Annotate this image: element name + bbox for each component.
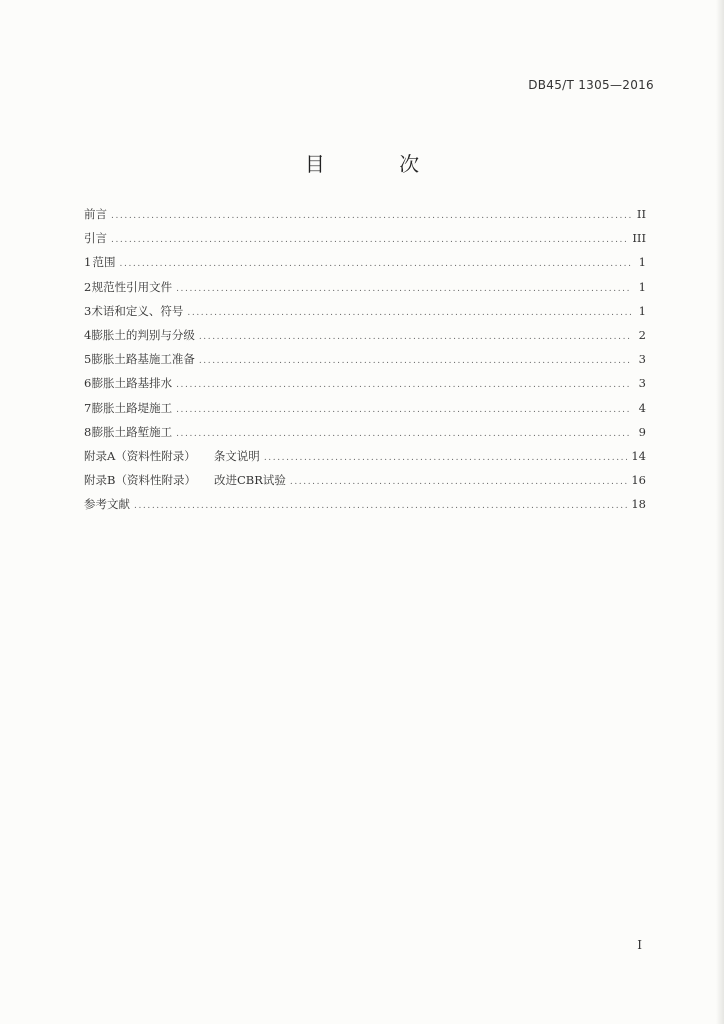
toc-entry-label: 膨胀土的判别与分级 — [91, 327, 195, 342]
toc-leader-dots — [187, 308, 632, 318]
toc-entry-label: 膨胀土路基施工准备 — [91, 352, 195, 367]
toc-entry-terms-definitions[interactable] — [84, 303, 646, 327]
toc-entry-page: 18 — [631, 497, 646, 512]
document-code: DB45/T 1305—2016 — [528, 78, 654, 92]
toc-entry-page: 1 — [638, 255, 646, 270]
toc-entry-number: 8 — [84, 424, 92, 439]
toc-entry-number: 7 — [84, 400, 92, 415]
toc-leader-dots — [120, 259, 632, 269]
toc-entry-label: 前言 — [84, 207, 107, 221]
page-number: I — [637, 938, 642, 952]
toc-entry-page: II — [636, 207, 646, 221]
toc-entry-label: 引言 — [84, 231, 107, 246]
toc-entry-label: 膨胀土路堤施工 — [91, 400, 173, 415]
toc-title: 目 次 — [304, 152, 454, 176]
toc-entry-page: 1 — [638, 303, 646, 318]
toc-entry-label: 膨胀土路堑施工 — [91, 424, 173, 439]
toc-leader-dots — [111, 235, 628, 245]
toc-leader-dots — [290, 477, 627, 487]
toc-entry-label: 附录A（资料性附录） — [84, 448, 196, 463]
toc-entry-page: 3 — [638, 376, 646, 391]
table-of-contents — [84, 206, 646, 520]
toc-entry-label: 附录B（资料性附录） — [84, 473, 196, 488]
toc-entry-subtitle: 条文说明 — [213, 448, 260, 463]
toc-leader-dots — [176, 429, 632, 439]
toc-leader-dots — [264, 453, 628, 463]
toc-entry-label: 范围 — [92, 255, 116, 270]
toc-entry-label: 规范性引用文件 — [91, 279, 173, 294]
toc-entry-page: 2 — [638, 327, 646, 342]
toc-entry-number: 4 — [84, 327, 92, 342]
toc-entry-bibliography[interactable] — [84, 496, 646, 520]
toc-entry-identification-classification[interactable] — [84, 327, 646, 351]
toc-entry-appendix-b[interactable] — [84, 472, 646, 496]
toc-entry-number: 5 — [84, 352, 92, 367]
toc-entry-page: 9 — [638, 424, 646, 439]
toc-entry-number: 3 — [84, 303, 92, 318]
toc-entry-cutting[interactable] — [84, 424, 646, 448]
toc-leader-dots — [176, 380, 632, 390]
toc-leader-dots — [111, 211, 632, 221]
toc-entry-label: 膨胀土路基排水 — [91, 376, 173, 391]
toc-entry-number: 6 — [84, 376, 92, 391]
toc-leader-dots — [199, 332, 632, 342]
toc-entry-number: 1 — [84, 255, 92, 270]
toc-entry-drainage[interactable] — [84, 375, 646, 399]
toc-entry-label: 术语和定义、符号 — [91, 303, 184, 318]
toc-entry-appendix-a[interactable] — [84, 448, 646, 472]
toc-entry-label: 参考文献 — [84, 497, 130, 512]
toc-entry-page: III — [632, 231, 646, 246]
toc-entry-page: 16 — [631, 473, 646, 488]
toc-entry-foreword[interactable] — [84, 206, 646, 230]
toc-entry-introduction[interactable] — [84, 230, 646, 254]
toc-entry-subtitle: 改进CBR试验 — [213, 473, 286, 488]
toc-entry-page: 4 — [638, 400, 646, 415]
toc-entry-page: 1 — [638, 279, 646, 294]
toc-leader-dots — [134, 501, 627, 511]
toc-leader-dots — [176, 405, 632, 415]
toc-leader-dots — [199, 356, 632, 366]
toc-entry-normative-references[interactable] — [84, 279, 646, 303]
toc-entry-construction-preparation[interactable] — [84, 351, 646, 375]
toc-entry-page: 3 — [638, 352, 646, 367]
toc-leader-dots — [176, 284, 632, 294]
toc-entry-scope[interactable] — [84, 254, 646, 278]
toc-entry-number: 2 — [84, 279, 92, 294]
toc-entry-embankment[interactable] — [84, 400, 646, 424]
toc-entry-page: 14 — [631, 448, 646, 463]
